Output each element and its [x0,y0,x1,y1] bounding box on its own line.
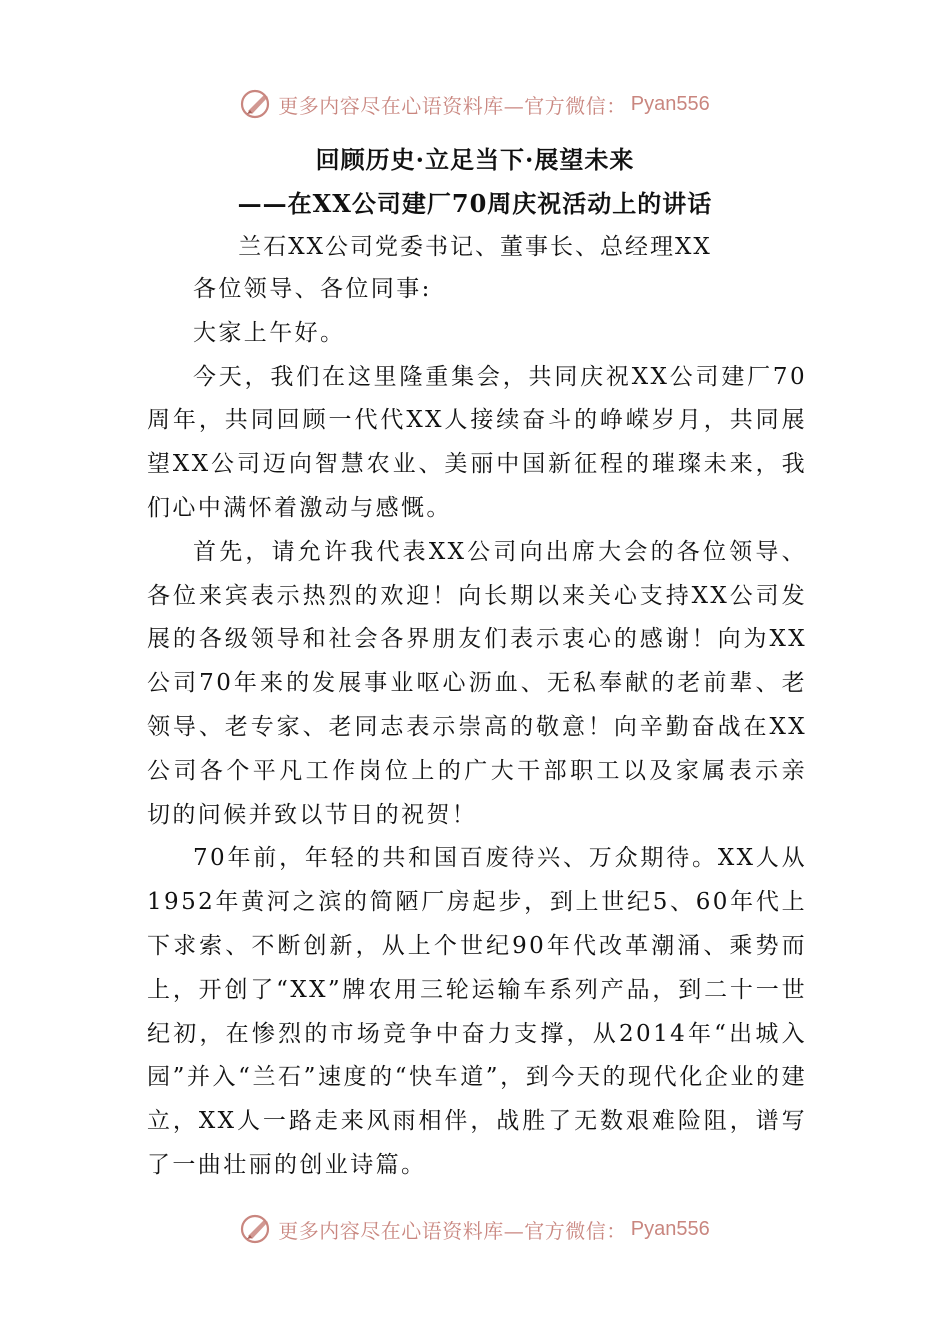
body-paragraph: 今天，我们在这里隆重集会，共同庆祝XX公司建厂70周年，共同回顾一代代XX人接续奋斗的峥嵘岁月，共同展望XX公司迈向智慧农业、美丽中国新征程的璀璨未来，我们心中满怀着激动与感慨。 [147,363,807,521]
document-title: 回顾历史·立足当下·展望未来 [315,145,635,174]
document-subtitle: ——在XX公司建厂70周庆祝活动上的讲话 [237,189,713,218]
watermark-wechat-id: Pyan556 [630,1217,710,1240]
body-paragraph: 70年前，年轻的共和国百废待兴、万众期待。XX人从1952年黄河之滨的简陋厂房起步，到上世纪5、60年代上下求索、不断创新，从上个世纪90年代改革潮涌、乘势而上，开创了“XX”牌农用三轮运输车系列产品，到二十一世纪初，在惨烈的市场竞争中奋力支撑，从2014年“出城入园”并入“兰石”速度的“快车道”，到今天的现代化企业的建立，XX人一路走来风雨相伴，战胜了无数艰难险阻，谱写了一曲壮丽的创业诗篇。 [147,845,807,1178]
watermark-header [0,84,950,124]
watermark-footer [0,1209,950,1249]
document-body [147,268,807,1188]
document-author: 兰石XX公司党委书记、董事长、总经理XX [238,234,712,260]
pen-logo-icon [240,87,274,121]
watermark-wechat-id: Pyan556 [630,92,710,115]
body-paragraph: 首先，请允许我代表XX公司向出席大会的各位领导、各位来宾表示热烈的欢迎！向长期以来关心支持XX公司发展的各级领导和社会各界朋友们表示衷心的感谢！向为XX公司70年来的发展事业呕心沥血、无私奉献的老前辈、老领导、老专家、老同志表示崇高的敬意！向辛勤奋战在XX公司各个平凡工作岗位上的广大干部职工以及家属表示亲切的问候并致以节日的祝贺！ [147,538,807,828]
watermark-text: 更多内容尽在心语资料库—官方微信： [278,1218,627,1243]
greeting: 大家上午好。 [193,319,346,346]
watermark-text: 更多内容尽在心语资料库—官方微信： [278,93,627,118]
salutation: 各位领导、各位同事: [193,276,432,302]
pen-logo-icon [240,1212,274,1246]
